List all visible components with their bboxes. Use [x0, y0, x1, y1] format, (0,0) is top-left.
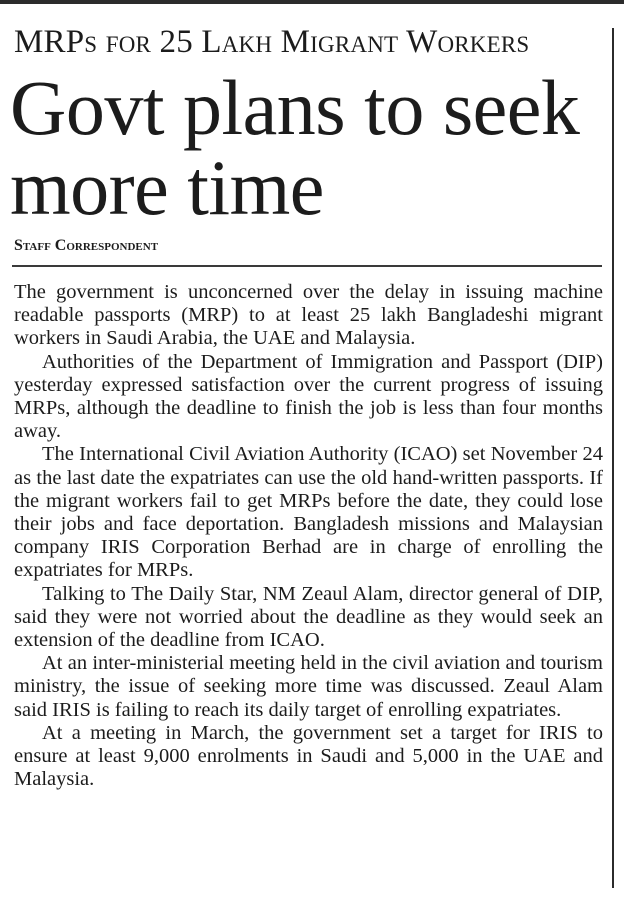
- top-border: [0, 0, 624, 4]
- byline: Staff Correspondent: [14, 237, 159, 254]
- byline-divider: [12, 265, 602, 267]
- kicker-headline: MRPs for 25 Lakh Migrant Workers: [14, 24, 530, 60]
- article-body: [14, 281, 603, 791]
- article-paragraph: At a meeting in March, the government set a target for IRIS to ensure at least 9,000 enrolments in Saudi and 5,000 in the UAE and Malaysia.: [14, 721, 603, 791]
- main-headline: Govt plans to seek more time: [10, 64, 580, 231]
- article-paragraph: The government is unconcerned over the delay in issuing machine readable passports (MRP) to at least 25 lakh Bangladeshi migrant workers in Saudi Arabia, the UAE and Malaysia.: [14, 281, 603, 350]
- column-rule: [612, 28, 614, 888]
- article-paragraph: Talking to The Daily Star, NM Zeaul Alam, director general of DIP, said they were not worried about the deadline as they would seek an extension of the deadline from ICAO.: [14, 582, 603, 652]
- article-paragraph: At an inter-ministerial meeting held in the civil aviation and tourism ministry, the issue of seeking more time was discussed. Zeaul Alam said IRIS is failing to reach its daily target of enrolling expatriates.: [14, 652, 603, 721]
- article-paragraph: The International Civil Aviation Authority (ICAO) set November 24 as the last date the expatriates can use the old hand-written passports. If the migrant workers fail to get MRPs before the date, they could lose their jobs and face deportation. Bangladesh missions and Malaysian company IRIS Corporation Berhad are in charge of enrolling the expatriates for MRPs.: [14, 443, 603, 582]
- article-paragraph: Authorities of the Department of Immigration and Passport (DIP) yesterday expressed satisfaction over the current progress of issuing MRPs, although the deadline to finish the job is less than four months away.: [14, 350, 603, 443]
